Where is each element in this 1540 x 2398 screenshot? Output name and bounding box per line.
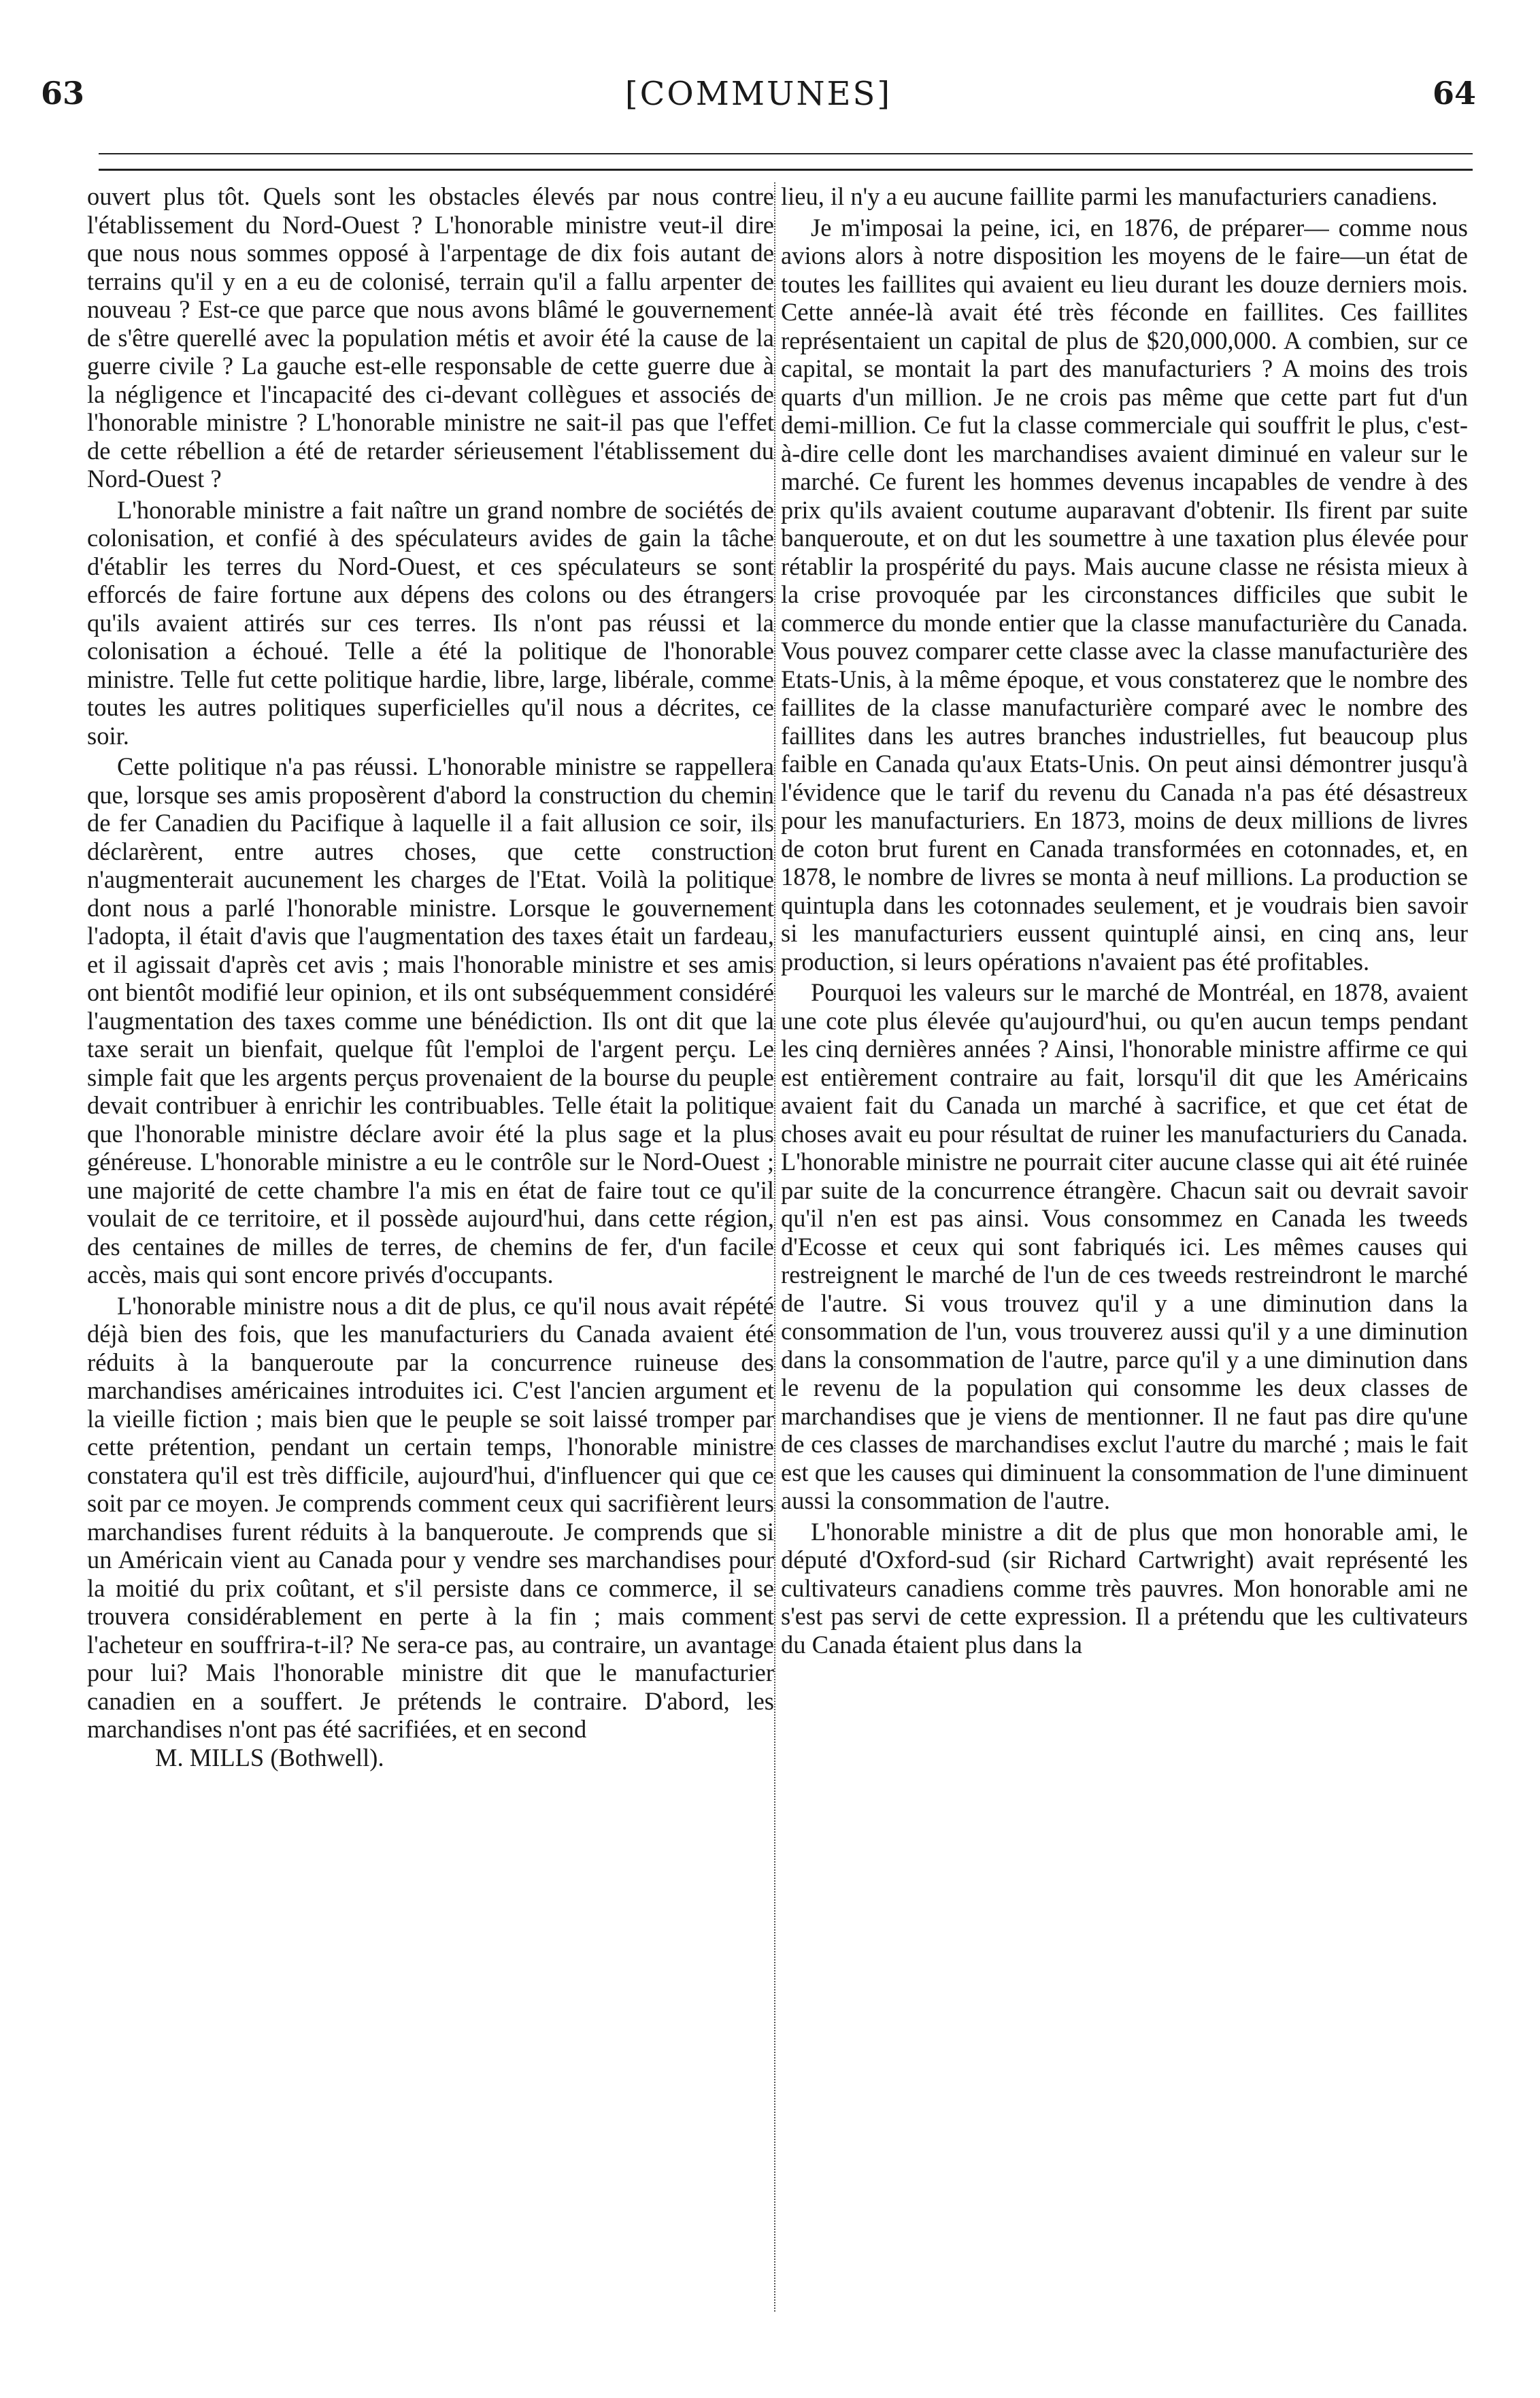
header-rule-top — [99, 153, 1473, 154]
paragraph: L'honorable ministre nous a dit de plus, ce qu'il nous avait répété déjà bien des fois, que les manufacturiers du Canada avaient été réduits à la banqueroute par la concurrence ruineuse des marchandises américaines introduites ici. C'est l'ancien argument et la vieille fiction ; mais bien que le peuple se soit laissé tromper par cette prétention, pendant un certain temps, l'honorable ministre constatera qu'il est très difficile, aujourd'hui, d'influencer qui que ce soit par ce moyen. Je comprends comment ceux qui sacrifièrent leurs marchandises furent réduits à la banqueroute. Je comprends que si un Américain vient au Canada pour y vendre ses marchandises pour la moitié du prix coûtant, et s'il persiste dans ce commerce, il se trouvera considérablement en perte à la fin ; mais comment l'acheteur en souffrira-t-il? Ne sera-ce pas, au contraire, un avantage pour lui? Mais l'honorable ministre dit que le manufacturier canadien en a souffert. Je prétends le contraire. D'abord, les marchandises n'ont pas été sacrifiées, et en second — [87, 1291, 774, 1743]
paragraph: L'honorable ministre a dit de plus que mon honorable ami, le député d'Oxford-sud (sir Richard Cartwright) avait représenté les cultivateurs canadiens comme très pauvres. Mon honorable ami ne s'est pas servi de cette expression. Il a prétendu que les cultivateurs du Canada étaient plus dans la — [781, 1517, 1468, 1659]
page-number-left: 63 — [41, 75, 85, 112]
running-head: [COMMUNES] — [624, 75, 892, 113]
paragraph: Pourquoi les valeurs sur le marché de Montréal, en 1878, avaient une cote plus élevée qu'aujourd'hui, ou qu'en aucun temps pendant les cinq dernières années ? Ainsi, l'honorable ministre affirme ce qui est entièrement contraire au fait, lorsqu'il dit que les Américains avaient fait du Canada un marché à sacrifice, et que cet état de choses avait eu pour résultat de ruiner les manufacturiers du Canada. L'honorable ministre ne pourrait citer aucune classe qui ait été ruinée par suite de la concurrence étrangère. Chacun sait ou devrait savoir qu'il n'en est pas ainsi. Vous consommez en Canada les tweeds d'Ecosse et ceux qui sont fabriqués ici. Les mêmes causes qui restreignent le marché de l'un de ces tweeds restreindront le marché de l'autre. Si vous trouvez qu'il y a une diminution dans la consommation de l'un, vous trouverez aussi qu'il y a une diminution dans la consommation de l'autre, parce qu'il y a une diminution dans le revenu de la population qui consomme les deux classes de marchandises que je viens de mentionner. Il ne faut pas dire qu'une de ces classes de marchandises exclut l'autre du marché ; mais le fait est que les causes qui diminuent la consommation de l'une diminuent aussi la consommation de l'autre. — [781, 978, 1468, 1514]
speaker-footer: M. MILLS (Bothwell). — [155, 1743, 384, 1771]
paragraph: lieu, il n'y a eu aucune faillite parmi les manufacturiers canadiens. — [781, 182, 1438, 210]
page-header — [41, 75, 1476, 129]
paragraph: Je m'imposai la peine, ici, en 1876, de préparer— comme nous avions alors à notre disposition les moyens de le faire—un état de toutes les faillites qui avaient eu lieu durant les douze derniers mois. Cette année-là avait été très féconde en faillites. Ces faillites représentaient un capital de plus de $20,000,000. A combien, sur ce capital, se montait la part des manufacturiers ? A moins des trois quarts d'un million. Je ne crois pas même que cette part fut d'un demi-million. Ce fut la classe commerciale qui souffrit le plus, c'est-à-dire celle dont les marchandises avaient diminué en valeur sur le marché. Ce furent les hommes devenus incapables de vendre à des prix qu'ils avaient coutume auparavant d'obtenir. Ils firent par suite banqueroute, et on dut les soumettre à une taxation plus élevée pour rétablir la prospérité du pays. Mais aucune classe ne résista mieux à la crise provoquée par les circonstances difficiles que subit le commerce du monde entier que la classe manufacturière du Canada. Vous pouvez comparer cette classe avec la classe manufacturière des Etats-Unis, à la même époque, et vous constaterez que le nombre des faillites de la classe manufacturière comparé avec le nombre des faillites dans les autres branches industrielles, fut beaucoup plus faible en Canada qu'aux Etats-Unis. On peut ainsi démontrer jusqu'à l'évidence que le tarif du revenu du Canada n'a pas été désastreux pour les manufacturiers. En 1873, moins de deux millions de livres de coton brut furent en Canada transformées en cotonnades, et, en 1878, le nombre de livres se monta à neuf millions. La production se quintupla dans les cotonnades seulement, et je voudrais bien savoir si les manufacturiers eussent quintuplé ainsi, en cinq ans, leur production, si leurs opérations n'avaient pas été profitables. — [781, 213, 1468, 976]
paragraph: Cette politique n'a pas réussi. L'honorable ministre se rappellera que, lorsque ses amis proposèrent d'abord la construction du chemin de fer Canadien du Pacifique à laquelle il a fait allusion ce soir, ils déclarèrent, entre autres choses, que cette construction n'augmenterait aucunement les charges de l'Etat. Voilà la politique dont nous a parlé l'honorable ministre. Lorsque le gouvernement l'adopta, il était d'avis que l'augmentation des taxes était un fardeau, et il agissait d'après cet avis ; mais l'honorable ministre et ses amis ont bientôt modifié leur opinion, et ils ont subséquemment considéré l'augmentation des taxes comme une bénédiction. Ils ont dit que la taxe serait un bienfait, quelque fût l'emploi de l'argent perçu. Le simple fait que les argents perçus provenaient de la bourse du peuple devait contribuer à enrichir les contribuables. Telle était la politique que l'honorable ministre déclare avoir été la plus sage et la plus généreuse. L'honorable ministre a eu le contrôle sur le Nord-Ouest ; une majorité de cette chambre l'a mis en état de faire tout ce qu'il voulait de ce territoire, et il possède aujourd'hui, dans cette région, des centaines de milles de terres, de chemins de fer, d'un facile accès, mais qui sont encore privés d'occupants. — [87, 752, 774, 1288]
column-divider — [774, 182, 775, 2312]
left-column — [87, 182, 774, 1771]
right-column — [781, 182, 1468, 1659]
paragraph: ouvert plus tôt. Quels sont les obstacles élevés par nous contre l'établissement du Nord-Ouest ? L'honorable ministre veut-il dire que nous nous sommes opposé à l'arpentage de dix fois autant de terrains qu'il y en a eu de colonisé, terrain qu'il a fallu arpenter de nouveau ? Est-ce que parce que nous avons blâmé le gouvernement de s'être querellé avec la population métis et avoir été la cause de la guerre civile ? La gauche est-elle responsable de cette guerre due à la négligence et l'incapacité des ci-devant collègues et associés de l'honorable ministre ? L'honorable ministre ne sait-il pas que l'effet de cette rébellion a été de retarder sérieusement l'établissement du Nord-Ouest ? — [87, 182, 774, 493]
paragraph: L'honorable ministre a fait naître un grand nombre de sociétés de colonisation, et confié à des spéculateurs avides de gain la tâche d'établir les terres du Nord-Ouest, et ces spéculateurs se sont efforcés de faire fortune aux dépens des colons ou des étrangers qu'ils avaient attirés sur ces terres. Ils n'ont pas réussi et la colonisation a échoué. Telle a été la politique de l'honorable ministre. Telle fut cette politique hardie, libre, large, libérale, comme toutes les autres politiques superficielles qu'il nous a décrites, ce soir. — [87, 495, 774, 750]
page-number-right: 64 — [1432, 75, 1476, 112]
header-rule-bottom — [99, 169, 1473, 171]
